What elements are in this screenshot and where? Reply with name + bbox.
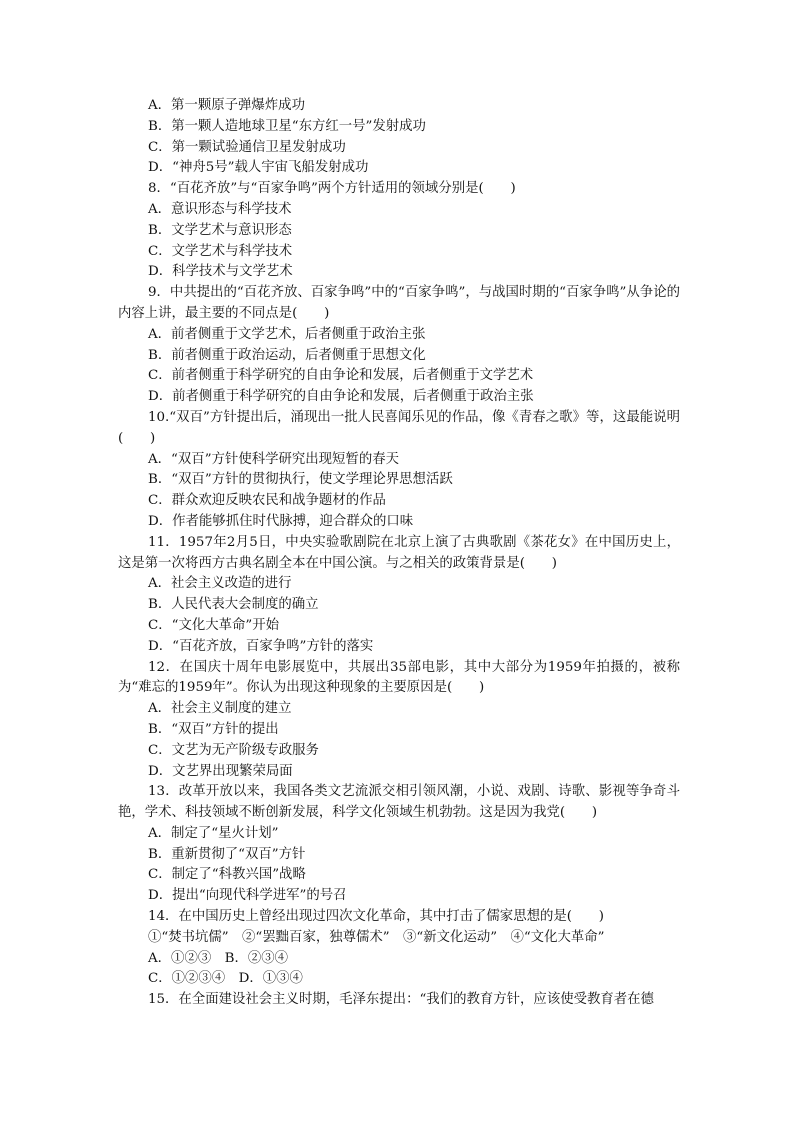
option-9b: B．前者侧重于政治运动，后者侧重于思想文化 [148, 347, 426, 363]
option-10b: B．“双百”方针的贯彻执行，使文学理论界思想活跃 [148, 472, 453, 488]
option-12b: B．“双百”方针的提出 [148, 721, 279, 737]
option-11a: A．社会主义改造的进行 [148, 576, 292, 592]
option-8a: A．意识形态与科学技术 [148, 201, 292, 217]
option-11b: B．人民代表大会制度的确立 [148, 597, 319, 613]
option-12a: A．社会主义制度的建立 [148, 701, 292, 717]
option-8c: C．文学艺术与科学技术 [148, 243, 293, 259]
question-10: 10.“双百”方针提出后，涌现出一批人民喜闻乐见的作品，像《青春之歌》等，这最能说明( ) [118, 409, 680, 446]
question-14: 14．在中国历史上曾经出现过四次文化革命，其中打击了儒家思想的是( ) [148, 909, 604, 925]
option-7c: C．第一颗试验通信卫星发射成功 [148, 139, 346, 155]
option-13d: D．提出“向现代科学进军”的号召 [148, 888, 347, 904]
option-9d: D．前者侧重于科学研究的自由争论和发展，后者侧重于政治主张 [148, 389, 534, 405]
option-10d: D．作者能够抓住时代脉搏，迎合群众的口味 [148, 513, 414, 529]
option-7d: D．“神舟5号”载人宇宙飞船发射成功 [148, 160, 369, 176]
option-10a: A．“双百”方针使科学研究出现短暂的春天 [148, 451, 400, 467]
question-15: 15．在全面建设社会主义时期，毛泽东提出：“我们的教育方针，应该使受教育者在德 [148, 992, 654, 1008]
option-9c: C．前者侧重于科学研究的自由争论和发展，后者侧重于文学艺术 [148, 368, 534, 384]
question-11: 11．1957年2月5日，中央实验歌剧院在北京上演了古典歌剧《茶花女》在中国历史上，这是第一次将西方古典名剧全本在中国公演。与之相关的政策背景是( ) [118, 534, 680, 571]
document-page [118, 96, 680, 1011]
option-14cd: C．①②③④ D．①③④ [148, 971, 303, 987]
question-8: 8．“百花齐放”与“百家争鸣”两个方针适用的领域分别是( ) [148, 181, 516, 197]
option-14ab: A．①②③ B．②③④ [148, 950, 289, 966]
option-12d: D．文艺界出现繁荣局面 [148, 763, 293, 779]
option-11d: D．“百花齐放，百家争鸣”方针的落实 [148, 638, 374, 654]
option-10c: C．群众欢迎反映农民和战争题材的作品 [148, 493, 386, 509]
option-8d: D．科学技术与文学艺术 [148, 264, 293, 280]
option-9a: A．前者侧重于文学艺术，后者侧重于政治主张 [148, 326, 426, 342]
option-7a: A．第一颗原子弹爆炸成功 [148, 98, 305, 113]
option-13c: C．制定了“科教兴国”战略 [148, 867, 306, 883]
option-13b: B．重新贯彻了“双百”方针 [148, 846, 306, 862]
question-9: 9．中共提出的“百花齐放、百家争鸣”中的“百家争鸣”，与战国时期的“百家争鸣”从争论的内容上讲，最主要的不同点是( ) [118, 285, 680, 321]
option-12c: C．文艺为无产阶级专政服务 [148, 742, 319, 758]
question-13: 13．改革开放以来，我国各类文艺流派交相引领风潮，小说、戏剧、诗歌、影视等争奇斗艳，学术、科技领域不断创新发展，科学文化领域生机勃勃。这是因为我党( ) [118, 784, 680, 821]
option-13a: A．制定了“星火计划” [148, 825, 279, 841]
option-11c: C．“文化大革命”开始 [148, 617, 280, 633]
question-12: 12．在国庆十周年电影展览中，共展出35部电影，其中大部分为1959年拍摄的，被称为“难忘的1959年”。你认为出现这种现象的主要原因是( ) [118, 659, 680, 696]
question-14-items: ①“焚书坑儒” ②“罢黜百家，独尊儒术” ③“新文化运动” ④“文化大革命” [148, 929, 605, 945]
option-7b: B．第一颗人造地球卫星“东方红一号”发射成功 [148, 118, 426, 134]
option-8b: B．文学艺术与意识形态 [148, 222, 292, 238]
